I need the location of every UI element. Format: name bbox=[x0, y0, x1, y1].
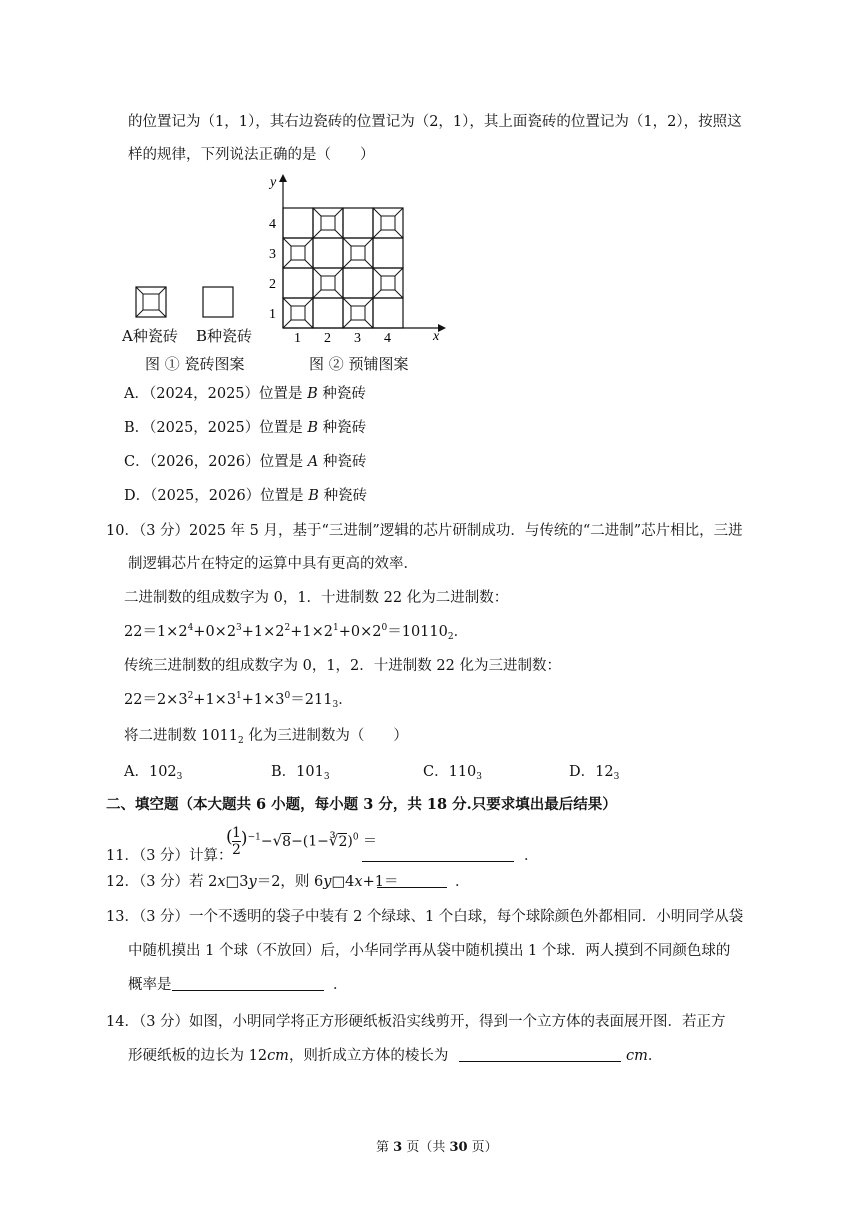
exponent: 4 bbox=[187, 623, 194, 633]
page-number: 3 bbox=[393, 1140, 403, 1155]
operator: − bbox=[260, 833, 273, 850]
tile-a-cell bbox=[313, 208, 343, 238]
q10-line2: 制逻辑芯片在特定的运算中具有更高的效率． bbox=[128, 556, 418, 572]
exponent: 2 bbox=[284, 623, 291, 633]
exponent: 0 bbox=[284, 691, 291, 701]
eq-part: ． bbox=[453, 624, 469, 640]
text: ＝2，则 6 bbox=[256, 874, 324, 890]
left-paren: ( bbox=[226, 827, 233, 847]
figure2-caption: 图 ② 预铺图案 bbox=[309, 355, 409, 373]
q12-answer-blank[interactable] bbox=[377, 871, 447, 888]
option-text: 种瓷砖 bbox=[322, 420, 367, 436]
q13-line2: 中随机摸出 1 个球（不放回）后，小华同学再从袋中随机摸出 1 个球．两人摸到不同颜色球的 bbox=[128, 943, 731, 959]
text: 第 bbox=[376, 1140, 394, 1155]
exponent: 2 bbox=[187, 691, 194, 701]
option-text: D．12 bbox=[569, 764, 614, 780]
y-tick-label: 3 bbox=[269, 247, 276, 262]
tile-a-label: A种瓷砖 bbox=[122, 327, 178, 345]
q11-answer-blank[interactable] bbox=[362, 845, 514, 862]
option-text: 种瓷砖 bbox=[322, 454, 367, 470]
eq-part: +1×2 bbox=[241, 624, 285, 640]
exponent: 1 bbox=[333, 623, 339, 633]
q10-line5: 传统三进制数的组成数字为 0，1，2．十进制数 22 化为三进制数： bbox=[124, 658, 561, 674]
tile-b-cell bbox=[313, 238, 343, 268]
page-total: 30 bbox=[449, 1140, 468, 1155]
exponent: 0 bbox=[352, 832, 359, 843]
q14-line1: 14．（3 分）如图，小明同学将正方形硬纸板沿实线剪开，得到一个立方体的表面展开图．若正方 bbox=[106, 1014, 726, 1030]
eq-part: ． bbox=[338, 692, 353, 708]
exponent: 0 bbox=[381, 623, 388, 633]
tile-a-cell bbox=[343, 238, 373, 268]
q10-option-c[interactable] bbox=[423, 762, 482, 782]
q10-option-d[interactable] bbox=[569, 762, 619, 782]
section-2-header: 二、填空题（本大题共 6 小题，每小题 3 分，共 18 分.只要求填出最后结果） bbox=[106, 796, 617, 813]
tile-b-cell bbox=[283, 268, 313, 298]
base-subscript: 3 bbox=[476, 772, 483, 782]
eq-part: +1×3 bbox=[241, 692, 285, 708]
radicand: 2 bbox=[338, 833, 348, 850]
option-letter: B bbox=[307, 386, 318, 402]
q12-line bbox=[106, 872, 398, 892]
tile-a-cell bbox=[283, 298, 313, 328]
q9-option-a[interactable] bbox=[124, 384, 366, 404]
y-axis-arrow-icon bbox=[279, 174, 287, 182]
variable: y bbox=[248, 874, 257, 890]
q9-line2: 样的规律，下列说法正确的是（ ） bbox=[128, 147, 375, 163]
tile-b-icon bbox=[203, 287, 233, 317]
base-subscript: 3 bbox=[323, 772, 330, 782]
text: □4 bbox=[331, 874, 355, 890]
x-tick-label: 2 bbox=[324, 331, 331, 346]
unit: cm bbox=[626, 1048, 648, 1064]
q13-line1: 13．（3 分）一个不透明的袋子中装有 2 个绿球、1 个白球，每个球除颜色外都相同．小明同学从袋 bbox=[106, 909, 744, 925]
eq-part: 22＝1×2 bbox=[124, 624, 188, 640]
option-text: 种瓷砖 bbox=[323, 488, 368, 504]
y-tick-label: 4 bbox=[269, 217, 276, 232]
base-subscript: 3 bbox=[613, 772, 620, 782]
text: ，则折成立方体的棱长为 bbox=[288, 1048, 449, 1064]
tile-b-cell bbox=[283, 208, 313, 238]
eq-part: +0×2 bbox=[193, 624, 237, 640]
eq-part: ＝10110 bbox=[387, 624, 448, 640]
eq-part: +0×2 bbox=[338, 624, 382, 640]
option-text: D．（2025，2026）位置是 bbox=[124, 488, 304, 504]
q10-option-a[interactable] bbox=[124, 762, 182, 782]
variable: x bbox=[217, 874, 226, 890]
eq-part: ) bbox=[347, 833, 353, 850]
option-text: B．（2025，2025）位置是 bbox=[124, 420, 303, 436]
tile-a-cell bbox=[283, 238, 313, 268]
variable: y bbox=[323, 874, 332, 890]
page-footer bbox=[376, 1138, 498, 1158]
q14-line2 bbox=[128, 1046, 448, 1066]
option-text: C．110 bbox=[423, 764, 477, 780]
tile-b-cell bbox=[343, 208, 373, 238]
q10-line1: 10．（3 分）2025 年 5 月，基于“三进制”逻辑的芯片研制成功．与传统的“二进制”芯片相比，三进 bbox=[106, 523, 743, 539]
text: 页（共 bbox=[402, 1140, 450, 1155]
base-subscript: 2 bbox=[238, 736, 244, 746]
option-text: A．（2024，2025）位置是 bbox=[124, 386, 303, 402]
fraction-denominator: 2 bbox=[232, 842, 241, 858]
base-subscript: 3 bbox=[332, 700, 339, 710]
option-letter: B bbox=[308, 488, 319, 504]
option-text: B．101 bbox=[271, 764, 324, 780]
figure1-caption: 图 ① 瓷砖图案 bbox=[145, 355, 245, 373]
q9-option-d[interactable] bbox=[124, 486, 367, 506]
option-letter: A bbox=[307, 454, 319, 470]
q10-line7 bbox=[124, 726, 408, 746]
y-tick-label: 2 bbox=[269, 277, 276, 292]
base-subscript: 3 bbox=[176, 772, 183, 782]
tile-a-icon bbox=[136, 287, 166, 317]
fraction bbox=[226, 825, 241, 858]
tile-b-label: B种瓷砖 bbox=[196, 327, 253, 345]
q14-answer-blank[interactable] bbox=[459, 1045, 621, 1062]
q11-expression bbox=[226, 825, 378, 858]
text: 页） bbox=[467, 1140, 498, 1155]
q10-option-b[interactable] bbox=[271, 762, 330, 782]
x-tick-label: 3 bbox=[354, 331, 361, 346]
tile-b-cell bbox=[313, 298, 343, 328]
variable: x bbox=[354, 874, 363, 890]
q14-end bbox=[626, 1046, 662, 1066]
eq-part: ＝211 bbox=[290, 692, 333, 708]
option-text: C．（2026，2026）位置是 bbox=[124, 454, 304, 470]
q11-prefix: 11．（3 分）计算： bbox=[106, 848, 233, 864]
q11-end: ． bbox=[524, 848, 539, 864]
x-tick-label: 1 bbox=[294, 331, 301, 346]
q12-end: ． bbox=[455, 874, 470, 890]
eq-part: +1×3 bbox=[193, 692, 237, 708]
text: ． bbox=[647, 1048, 663, 1064]
exponent: 1 bbox=[236, 691, 242, 701]
tile-figure bbox=[120, 170, 450, 350]
text: 12．（3 分）若 2 bbox=[106, 874, 218, 890]
unit: cm bbox=[267, 1048, 289, 1064]
fraction-numerator: 1 bbox=[232, 825, 241, 841]
text: □3 bbox=[225, 874, 249, 890]
tile-b-cell bbox=[373, 238, 403, 268]
exponent: 3 bbox=[236, 623, 242, 633]
tile-a-cell bbox=[373, 268, 403, 298]
q9-option-c[interactable] bbox=[124, 452, 366, 472]
eq-part: −(1− bbox=[291, 833, 329, 850]
equals: ＝ bbox=[363, 833, 378, 850]
eq-part: +1×2 bbox=[290, 624, 334, 640]
text: 将二进制数 1011 bbox=[124, 728, 239, 744]
y-axis-label: y bbox=[270, 175, 277, 190]
option-letter: B bbox=[307, 420, 318, 436]
q13-end: ． bbox=[333, 977, 348, 993]
q13-answer-blank[interactable] bbox=[172, 974, 324, 991]
text: 形硬纸板的边长为 12 bbox=[128, 1048, 268, 1064]
option-text: A．102 bbox=[124, 764, 177, 780]
q10-equation-binary bbox=[124, 622, 468, 642]
q13-prefix: 概率是 bbox=[128, 977, 172, 993]
right-paren: ) bbox=[240, 828, 248, 849]
tile-a-cell bbox=[343, 298, 373, 328]
eq-part: 22＝2×3 bbox=[124, 692, 188, 708]
text: 化为三进制数为（ ） bbox=[248, 728, 408, 744]
y-tick-label: 1 bbox=[269, 307, 276, 322]
sqrt-icon: √ bbox=[272, 831, 283, 850]
tile-grid bbox=[283, 208, 403, 328]
text: +1＝ bbox=[362, 874, 399, 890]
tile-a-cell bbox=[313, 268, 343, 298]
q9-option-b[interactable] bbox=[124, 418, 366, 438]
radicand: 8 bbox=[282, 833, 292, 850]
x-axis-label: x bbox=[433, 329, 440, 344]
tile-a-cell bbox=[373, 208, 403, 238]
q10-line3: 二进制数的组成数字为 0，1．十进制数 22 化为二进制数： bbox=[124, 590, 509, 606]
q10-equation-ternary bbox=[124, 690, 353, 710]
option-text: 种瓷砖 bbox=[322, 386, 366, 402]
q9-line1: 的位置记为（1，1），其右边瓷砖的位置记为（2，1），其上面瓷砖的位置记为（1，2），按照这 bbox=[128, 114, 742, 130]
cube-root-icon: ∛ bbox=[328, 831, 339, 850]
x-tick-label: 4 bbox=[384, 331, 391, 346]
exponent: −1 bbox=[247, 832, 261, 843]
base-subscript: 2 bbox=[447, 632, 454, 642]
tile-b-cell bbox=[343, 268, 373, 298]
tile-b-cell bbox=[373, 298, 403, 328]
